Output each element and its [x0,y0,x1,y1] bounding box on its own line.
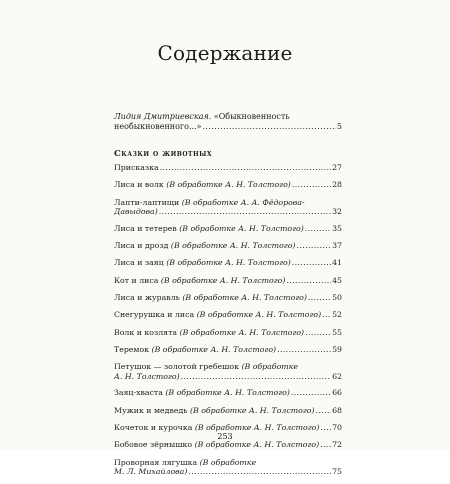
entry-text [114,276,285,285]
entry-page-number: 70 [332,422,342,432]
entry-page-number: 75 [332,466,342,476]
toc-entry [114,163,342,172]
intro-author: Лидия Дмитриевская. [114,112,212,121]
dot-leader [159,207,331,216]
entry-text [114,293,307,302]
entry-page-number: 28 [332,180,342,190]
entry-line [114,163,342,172]
entry-note: (В обработке А. Н. Толстого) [170,241,296,251]
entry-title: Лиса и дрозд [114,241,169,251]
entry-page-number: 55 [332,327,342,337]
entry-line [114,207,342,216]
intro-page-number: 5 [336,121,342,131]
dot-leader [277,345,331,354]
dot-leader [322,310,331,319]
entry-line [114,328,342,337]
entry-text [114,388,290,397]
entry-line [114,345,342,354]
entry-line [114,198,342,207]
dot-leader [308,293,331,302]
entry-note: (В обработке А. Н. Толстого) [196,310,322,320]
entry-note: (В обработке А. Н. Толстого) [189,405,315,415]
entry-note: (В обработке А. Н. Толстого) [194,440,320,450]
dot-leader [286,276,331,285]
entry-page-number: 27 [332,163,342,172]
entry-page-number: 50 [332,292,342,302]
entry-text [114,406,315,415]
dot-leader [181,372,331,381]
entry-line [114,180,342,189]
entry-title: Лиса и тетерев [114,223,177,233]
toc-entry [114,310,342,319]
entry-title: Бобовое зёрнышко [114,440,193,450]
toc-entry [114,276,342,285]
entry-text [114,467,187,476]
entry-title: Заяц-хваста [114,388,163,398]
entry-title: Петушок — золотой гребешок [114,362,239,372]
intro-title-part1: «Обыкновенность [213,112,290,121]
entry-line [114,406,342,415]
entry-text [114,224,304,233]
entry-page-number: 68 [332,405,342,415]
entry-text [114,258,291,267]
entry-text [114,345,276,354]
entry-line [114,258,342,267]
entry-line [114,241,342,250]
entry-line [114,458,342,467]
entry-title: Мужик и медведь [114,405,188,415]
entry-page-number: 37 [332,241,342,251]
entry-note: (В обработке А. Н. Толстого) [160,275,286,285]
toc-entry [114,406,342,415]
entry-note: (В обработке А. А. Фёдорова- [181,197,305,207]
dot-leader [188,467,331,476]
entry-note: Давыдова) [114,207,158,216]
entry-title: Кот и лиса [114,275,159,285]
entry-line [114,423,342,432]
entry-note: (В обработке А. Н. Толстого) [166,258,291,268]
dot-leader [292,180,331,189]
entry-page-number: 52 [332,310,342,320]
entry-note: (В обработке А. Н. Толстого) [194,422,320,432]
toc-entry [114,388,342,397]
toc-entry [114,458,342,477]
entry-page-number: 35 [332,223,342,233]
toc-entry [114,224,342,233]
entry-note: (В обработке А. Н. Толстого) [166,180,291,190]
entry-line [114,388,342,397]
entry-line [114,467,342,476]
toc-entry [114,345,342,354]
dot-leader [202,122,335,132]
entry-note: М. Л. Михайлова) [114,466,188,476]
dot-leader [320,423,331,432]
entry-page-number: 72 [332,440,342,450]
entry-title: Лапти-лаптищи [114,197,180,207]
entry-note: (В обработке А. Н. Толстого) [179,223,304,233]
entry-note: (В обработке А. Н. Толстого) [182,292,307,302]
toc-entry [114,258,342,267]
entry-line [114,362,342,371]
entry-line [114,293,342,302]
dot-leader [305,224,331,233]
dot-leader [291,388,331,397]
dot-leader [316,406,332,415]
intro-title-part2: необыкновенного...» [114,121,202,131]
entry-line [114,372,342,381]
entry-page-number: 66 [332,388,342,398]
entry-title: Проворная лягушка [114,457,198,467]
entry-title: Теремок [114,344,150,354]
toc-entry [114,180,342,189]
page-title: Содержание [157,41,293,65]
section-heading: Сказки о животных [114,149,213,159]
entry-title: Кочеток и курочка [114,422,193,432]
entry-title: Лиса и журавль [114,292,180,302]
dot-leader [160,163,331,172]
entry-text [114,372,180,381]
entry-page-number: 45 [332,275,342,285]
entry-text [114,207,158,216]
dot-leader [296,241,331,250]
intro-entry [114,112,342,131]
page-number: 253 [217,432,233,441]
dot-leader [305,328,331,337]
entry-text [114,423,319,432]
entry-title: Волк и козлята [114,327,178,337]
entry-title: Лиса и заяц [114,258,164,268]
entry-text [114,241,295,250]
toc-entry [114,362,342,381]
entry-note: (В обработке А. Н. Толстого) [151,344,277,354]
entry-page-number: 62 [332,371,342,381]
entry-note: (В обработке [241,362,298,372]
entry-text [114,163,159,172]
toc-entry [114,198,342,217]
dot-leader [292,258,331,267]
entry-note: (В обработке А. Н. Толстого) [165,388,290,398]
toc-entry [114,241,342,250]
entry-line [114,276,342,285]
entry-page-number: 41 [332,258,342,268]
entry-title: Снегурушка и лиса [114,310,195,320]
toc-entry [114,423,342,432]
entry-text [114,180,291,189]
entry-title: Лиса и волк [114,180,164,190]
entry-page-number: 32 [332,207,342,216]
entry-note: А. Н. Толстого) [114,371,180,381]
entry-text [114,310,321,319]
entry-title: Присказка [114,163,159,172]
toc-entry [114,293,342,302]
entry-line [114,224,342,233]
entry-note: (В обработке А. Н. Толстого) [179,327,305,337]
entry-page-number: 59 [332,344,342,354]
entry-note: (В обработке [199,457,257,467]
entry-line [114,310,342,319]
entry-text [114,328,304,337]
toc-entry [114,328,342,337]
